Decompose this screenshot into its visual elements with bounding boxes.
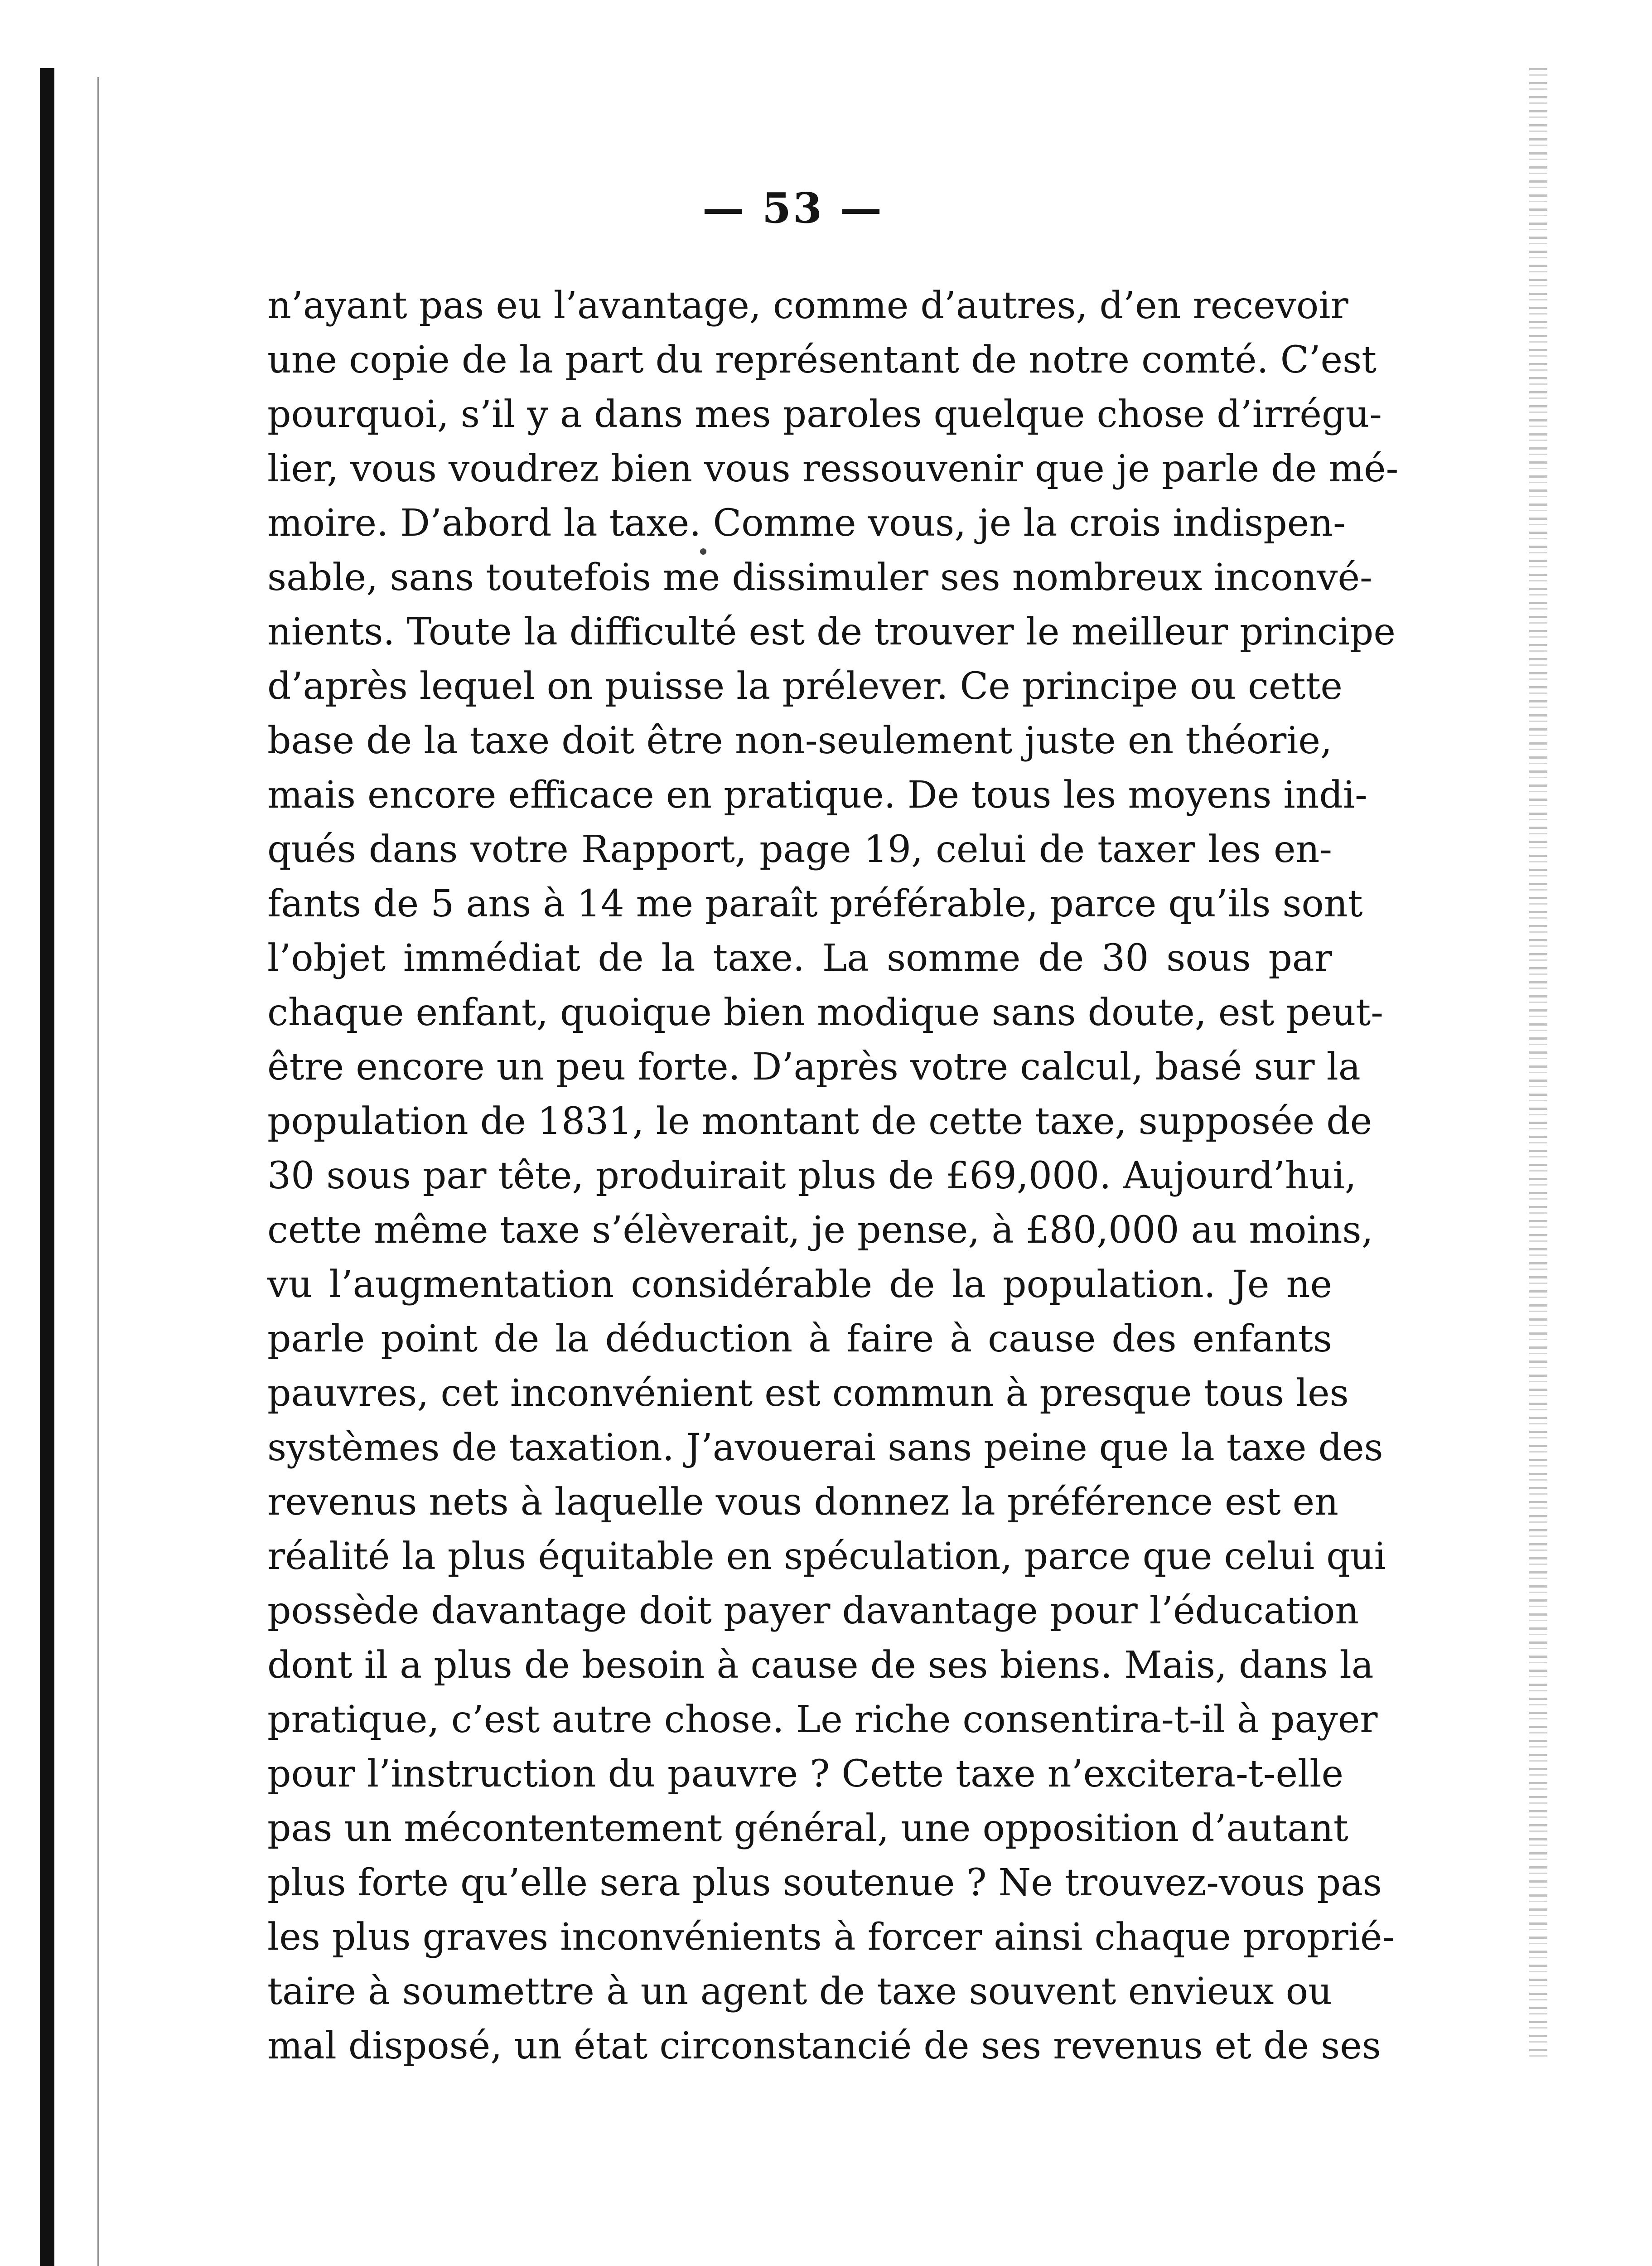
text-line-8: d’après lequel on puisse la prélever. Ce principe ou cette [267,665,1343,708]
text-line-18: cette même taxe s’élèverait, je pense, à £80,000 au moins, [267,1209,1373,1252]
text-line-6: sable, sans toutefois me dissimuler ses nombreux inconvé- [267,556,1372,599]
text-line-26: dont il a plus de besoin à cause de ses biens. Mais, dans la [267,1644,1374,1687]
text-line-23: revenus nets à laquelle vous donnez la préférence est en [267,1481,1338,1524]
scan-binding-edge [40,68,54,2266]
text-line-16: population de 1831, le montant de cette taxe, supposée de [267,1100,1372,1143]
text-line-25: possède davantage doit payer davantage pour l’éducation [267,1589,1359,1632]
text-line-32: taire à soumettre à un agent de taxe souvent envieux ou [267,1970,1332,2013]
text-line-21: pauvres, cet inconvénient est commun à presque tous les [267,1372,1349,1415]
text-line-33: mal disposé, un état circonstancié de ses revenus et de ses [267,2024,1381,2067]
text-line-19: vu l’augmentation considérable de la population. Je ne [267,1263,1332,1306]
text-line-27: pratique, c’est autre chose. Le riche consentira-t-il à payer [267,1698,1378,1741]
text-line-5: moire. D’abord la taxe. Comme vous, je la crois indispen- [267,502,1346,545]
text-line-31: les plus graves inconvénients à forcer ainsi chaque proprié- [267,1916,1395,1959]
text-line-22: systèmes de taxation. J’avouerai sans peine que la taxe des [267,1426,1383,1469]
scan-binding-line [97,77,99,2266]
text-line-3: pourquoi, s’il y a dans mes paroles quelque chose d’irrégu- [267,393,1382,436]
body-text [267,279,1399,2073]
text-line-2: une copie de la part du représentant de notre comté. C’est [267,339,1377,382]
text-line-15: être encore un peu forte. D’après votre calcul, basé sur la [267,1046,1361,1089]
text-line-9: base de la taxe doit être non-seulement juste en théorie, [267,719,1332,762]
text-line-24: réalité la plus équitable en spéculation, parce que celui qui [267,1535,1386,1578]
text-line-20: parle point de la déduction à faire à cause des enfants [267,1317,1332,1361]
text-line-28: pour l’instruction du pauvre ? Cette taxe n’excitera-t-elle [267,1753,1344,1796]
scan-speck [700,548,706,555]
text-line-10: mais encore efficace en pratique. De tous les moyens indi- [267,774,1367,817]
text-line-12: fants de 5 ans à 14 me paraît préférable, parce qu’ils sont [267,882,1363,925]
text-line-7: nients. Toute la difficulté est de trouver le meilleur principe [267,610,1396,654]
text-line-4: lier, vous voudrez bien vous ressouvenir que je parle de mé- [267,447,1399,490]
text-line-14: chaque enfant, quoique bien modique sans doute, est peut- [267,991,1383,1034]
text-line-30: plus forte qu’elle sera plus soutenue ? Ne trouvez-vous pas [267,1861,1382,1904]
scan-right-edge [1529,68,1547,2062]
text-line-11: qués dans votre Rapport, page 19, celui de taxer les en- [267,828,1332,871]
text-line-29: pas un mécontentement général, une opposition d’autant [267,1807,1348,1850]
text-line-13: l’objet immédiat de la taxe. La somme de 30 sous par [267,937,1332,980]
text-line-1: n’ayant pas eu l’avantage, comme d’autres, d’en recevoir [267,284,1348,327]
text-line-17: 30 sous par tête, produirait plus de £69,000. Aujourd’hui, [267,1154,1357,1197]
page-number: — 53 — [702,184,884,232]
